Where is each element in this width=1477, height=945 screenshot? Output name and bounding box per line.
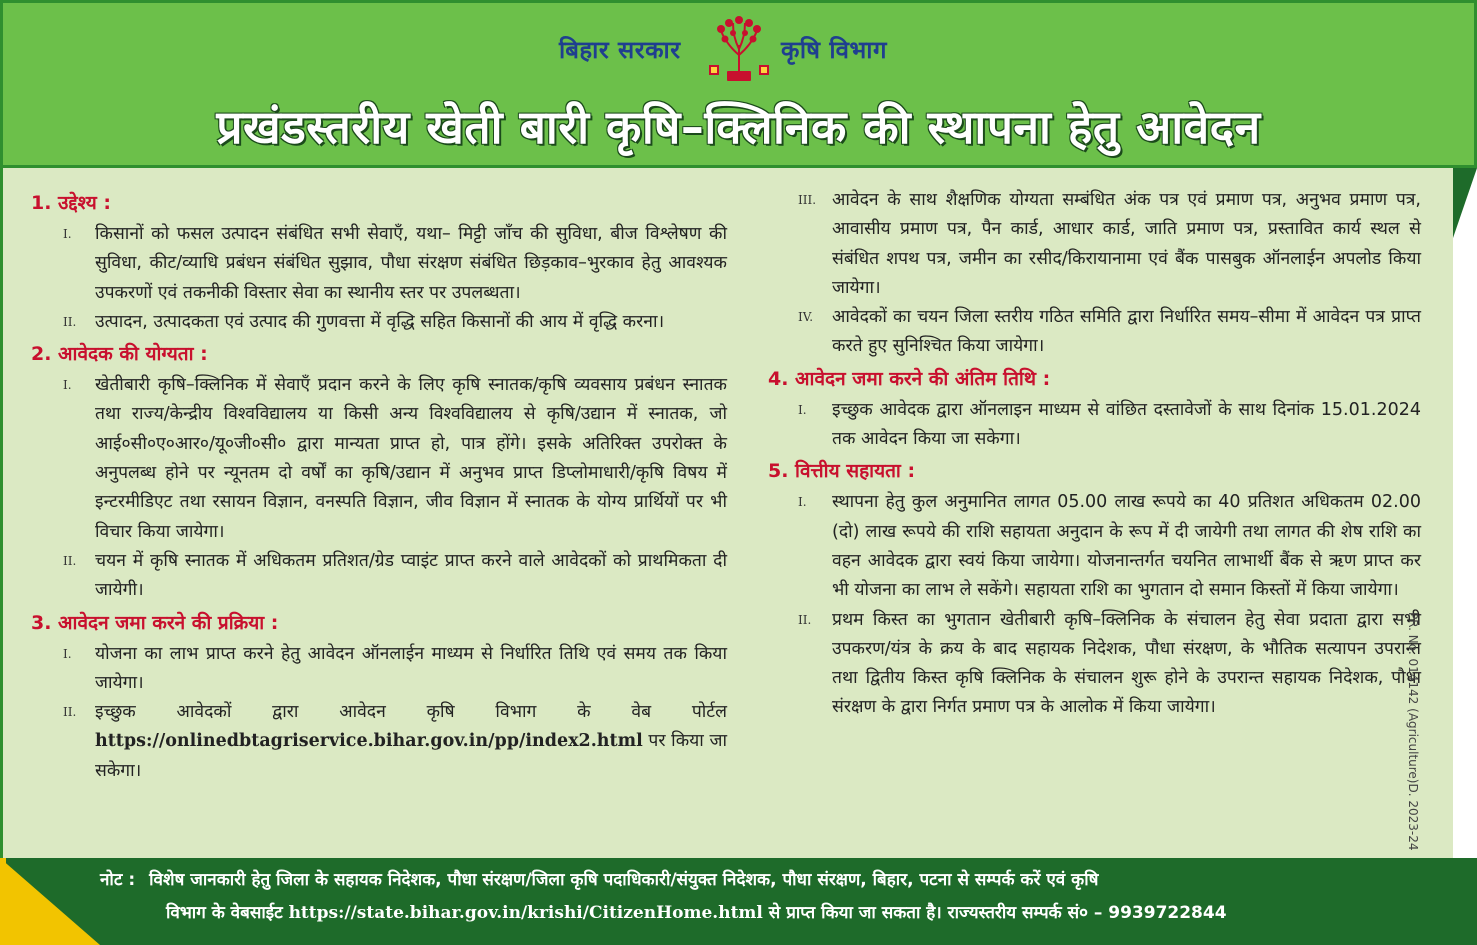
- item-number: I.: [798, 402, 807, 417]
- section-heading-process: 3. आवेदन जमा करने की प्रक्रिया :: [31, 611, 279, 634]
- list-item: [31, 547, 727, 606]
- footer-line-2: [100, 897, 1425, 930]
- list-item: [768, 396, 1421, 455]
- item-number: II.: [63, 553, 77, 568]
- list-item: [768, 606, 1421, 723]
- bihar-emblem-icon: [703, 15, 775, 85]
- page-title: प्रखंडस्तरीय खेती बारी कृषि–क्लिनिक की स्थापना हेतु आवेदन: [216, 100, 1261, 154]
- item-text: चयन में कृषि स्नातक में अधिकतम प्रतिशत/ग्रेड प्वाइंट प्राप्त करने वाले आवेदकों को प्राथमिकता दी जायेगी।: [95, 550, 727, 601]
- item-number: IV.: [798, 310, 814, 325]
- item-text: [95, 698, 727, 786]
- list-item: [768, 303, 1421, 362]
- dept-name: कृषि विभाग: [781, 36, 888, 64]
- right-column: [768, 186, 1421, 723]
- footer-line-2-before: विभाग के वेबसाईट: [166, 903, 289, 923]
- footer-line-1-text: विशेष जानकारी हेतु जिला के सहायक निदेशक, पौधा संरक्षण/जिला कृषि पदाधिकारी/संयुक्त निदेशक, पौधा संरक्षण, बिहार, पटना से सम्पर्क करें एवं कृषि: [149, 870, 1099, 890]
- list-item: [31, 371, 727, 547]
- content-panel: [0, 168, 1453, 858]
- item-number: II.: [63, 314, 77, 329]
- website-link[interactable]: https://state.bihar.gov.in/krishi/CitizenHome.html: [288, 903, 763, 923]
- list-item: [31, 220, 727, 308]
- note-label: नोट :: [100, 870, 136, 890]
- item-text: प्रथम किस्त का भुगतान खेतीबारी कृषि–क्लिनिक के संचालन हेतु सेवा प्रदाता द्वारा सभी उपकरण/यंत्र के क्रय के बाद सहायक निदेशक, पौधा संरक्षण, के भौतिक सत्यापन उपरान्त तथा द्वितीय किस्त कृषि क्लिनिक के संचालन शुरू होने के उपरान्त सहायक निदेशक, पौधा संरक्षण के द्वारा निर्गत प्रमाण पत्र के आलोक में किया जायेगा।: [832, 609, 1421, 718]
- list-item: [768, 488, 1421, 605]
- item-text: इच्छुक आवेदक द्वारा ऑनलाइन माध्यम से वांछित दस्तावेजों के साथ दिनांक 15.01.2024 तक आवेदन किया जा सकेगा।: [832, 399, 1421, 450]
- item-text: खेतीबारी कृषि–क्लिनिक में सेवाएँ प्रदान करने के लिए कृषि स्नातक/कृषि व्यवसाय प्रबंधन स्नातक तथा राज्य/केन्द्रीय विश्वविद्यालय या किसी अन्य विश्वविद्यालय से कृषि/उद्यान में स्नातक, जो आई०सी०ए०आर०/यू०जी०सी० द्वारा मान्यता प्राप्त हो, पात्र होंगे। इसके अतिरिक्त उपरोक्त के अनुपलब्ध होने पर न्यूनतम दो वर्षों का कृषि/उद्यान में अनुभव प्राप्त डिप्लोमाधारी/कृषि विषय में इन्टरमीडिएट तथा रसायन विज्ञान, वनस्पति विज्ञान, जीव विज्ञान में स्नातक के योग्य प्रार्थियों पर भी विचार किया जायेगा।: [95, 375, 727, 542]
- item-number: I.: [63, 378, 72, 393]
- item-number: III.: [798, 193, 817, 207]
- left-column: [31, 186, 727, 786]
- pr-number: PR. No. 014142 (Agriculture)D. 2023-24: [1406, 612, 1420, 851]
- emblem-row: [3, 15, 1474, 85]
- item-number: II.: [798, 612, 812, 627]
- list-item: [31, 640, 727, 699]
- section-heading-eligibility: 2. आवेदक की योग्यता :: [31, 343, 208, 366]
- item-text: आवेदन के साथ शैक्षणिक योग्यता सम्बंधित अंक पत्र एवं प्रमाण पत्र, अनुभव प्रमाण पत्र, आवासीय प्रमाण पत्र, पैन कार्ड, आधार कार्ड, जाति प्रमाण पत्र, प्रस्तावित कार्य स्थल से संबंधित शपथ पत्र, जमीन का रसीद/किरायानामा एवं बैंक पासबुक ऑनलाईन अपलोड किया जायेगा।: [832, 190, 1422, 298]
- item-number: I.: [63, 227, 72, 241]
- footer-note: [100, 864, 1425, 930]
- item-text: योजना का लाभ प्राप्त करने हेतु आवेदन ऑनलाईन माध्यम से निर्धारित तिथि एवं समय तक किया जायेगा।: [95, 643, 727, 693]
- item-text: उत्पादन, उत्पादकता एवं उत्पाद की गुणवत्ता में वृद्धि सहित किसानों की आय में वृद्धि करना।: [95, 311, 665, 332]
- list-item: [768, 186, 1421, 303]
- section-heading-objective: 1. उद्देश्य :: [31, 192, 111, 214]
- footer-accent-triangle: [0, 858, 100, 945]
- section-heading-financial-assistance: 5. वित्तीय सहायता :: [768, 460, 916, 483]
- right-margin-strip: [1453, 168, 1477, 858]
- item-text-after: पर किया जा सकेगा।: [95, 731, 727, 781]
- item-number: I.: [798, 495, 807, 510]
- corner-decoration: [1453, 168, 1477, 238]
- item-text: किसानों को फसल उत्पादन संबंधित सभी सेवाएँ, यथा– मिट्टी जाँच की सुविधा, बीज विश्लेषण की सुविधा, कीट/व्याधि प्रबंधन संबंधित सुझाव, पौधा संरक्षण संबंधित छिड़काव–भुरकाव हेतु आवश्यक उपकरणों एवं तकनीकी विस्तार सेवा का स्थानीय स्तर पर उपलब्धता।: [95, 224, 727, 303]
- footer-line-1: [100, 864, 1425, 897]
- section-heading-last-date: 4. आवेदन जमा करने की अंतिम तिथि :: [768, 367, 1051, 390]
- item-number: II.: [63, 705, 77, 720]
- portal-link[interactable]: https://onlinedbtagriservice.bihar.gov.in/pp/index2.html: [95, 731, 643, 752]
- item-text: स्थापना हेतु कुल अनुमानित लागत 05.00 लाख रूपये का 40 प्रतिशत अधिकतम 02.00 (दो) लाख रूपये की राशि सहायता अनुदान के रूप में दी जायेगी तथा लागत की शेष राशि का वहन आवेदक द्वारा स्वयं किया जायेगा। योजनान्तर्गत चयनित लाभार्थी बैंक से ऋण प्राप्त कर भी योजना का लाभ ले सकेंगे। सहायता राशि का भुगतान दो समान किस्तों में किया जायेगा।: [832, 492, 1421, 601]
- item-text-before: इच्छुक आवेदकों द्वारा आवेदन कृषि विभाग के वेब पोर्टल: [95, 702, 727, 723]
- list-item: [31, 698, 727, 786]
- item-number: I.: [63, 646, 72, 661]
- item-text: आवेदकों का चयन जिला स्तरीय गठित समिति द्वारा निर्धारित समय–सीमा में आवेदन पत्र प्राप्त करते हुए सुनिश्चित किया जायेगा।: [832, 307, 1421, 357]
- header-banner: [0, 0, 1477, 168]
- list-item: [31, 308, 727, 337]
- footer-line-2-after: से प्राप्त किया जा सकता है। राज्यस्तरीय सम्पर्क सं० – 9939722844: [762, 903, 1227, 923]
- govt-name: बिहार सरकार: [559, 36, 681, 64]
